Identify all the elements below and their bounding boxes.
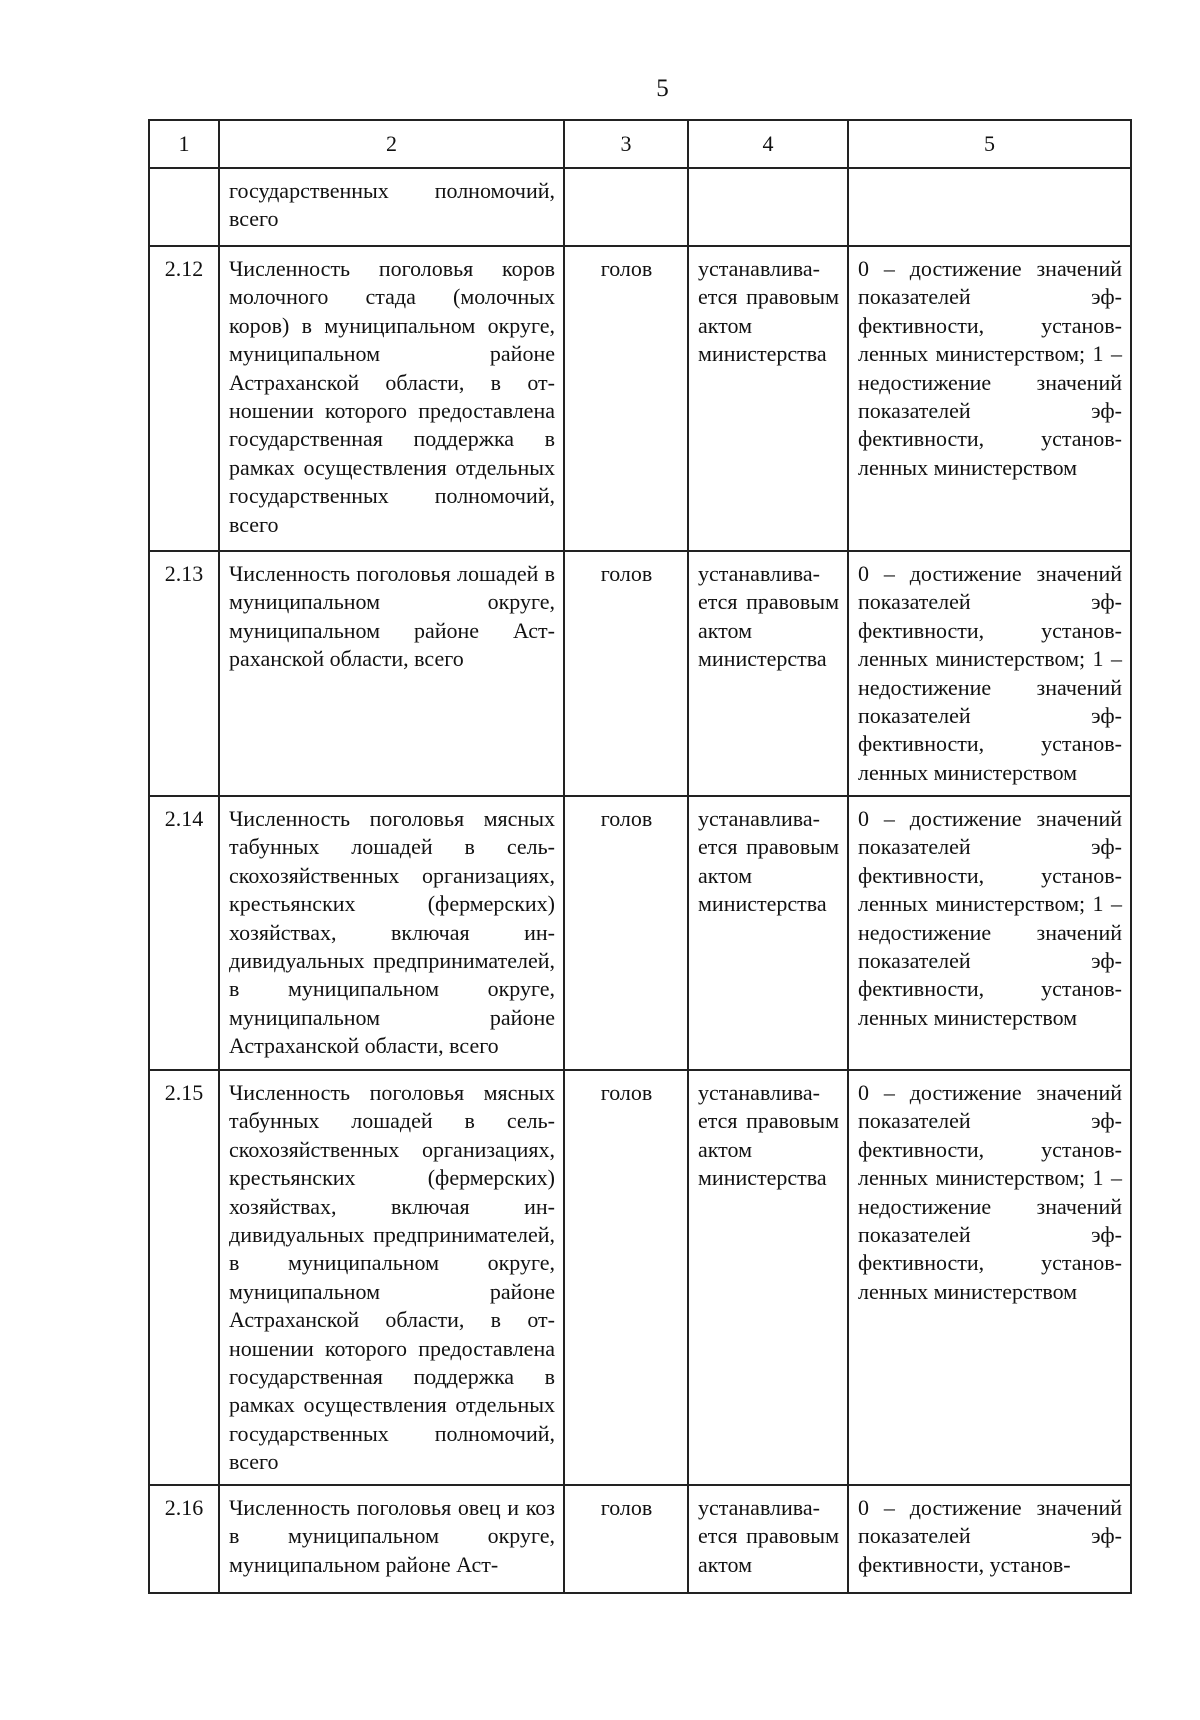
indicator-name: Численность поголовья мясных табунных лошадей в сельскохозяйственных организациях, крестьянских (фермерских) хозяйствах, включая индивидуальных предпринимателей, в муниципальном округе, муниципальном районе Астраханской области, всего [219, 796, 564, 1070]
evaluation-criteria: 0 – достижение значений показателей эффективности, установленных министерством; 1 – недостижение значений показателей эффективности, установленных министерством [848, 1070, 1131, 1485]
row-number: 2.16 [149, 1485, 219, 1593]
table-row [149, 1070, 1131, 1485]
indicators-table [148, 119, 1132, 1594]
column-header-1: 1 [149, 120, 219, 168]
evaluation-criteria: 0 – достижение значений показателей эффективности, установленных министерством; 1 – недостижение значений показателей эффективности, установленных министерством [848, 551, 1131, 796]
unit-of-measure: голов [564, 246, 688, 551]
table-row [149, 246, 1131, 551]
unit-of-measure [564, 168, 688, 246]
unit-of-measure: голов [564, 796, 688, 1070]
row-number: 2.14 [149, 796, 219, 1070]
column-header-2: 2 [219, 120, 564, 168]
unit-of-measure: голов [564, 551, 688, 796]
unit-of-measure: голов [564, 1070, 688, 1485]
table-header-row [149, 120, 1131, 168]
target-method: устанавливается правовым актом министерства [688, 246, 848, 551]
indicator-name: Численность поголовья мясных табунных лошадей в сельскохозяйственных организациях, крестьянских (фермерских) хозяйствах, включая индивидуальных предпринимателей, в муниципальном округе, муниципальном районе Астраханской области, в отношении которого предоставлена государственная поддержка в рамках осуществления отдельных государственных полномочий, всего [219, 1070, 564, 1485]
indicator-name: государственных полномочий, всего [219, 168, 564, 246]
evaluation-criteria: 0 – достижение значений показателей эффективности, установленных министерством; 1 – недостижение значений показателей эффективности, установленных министерством [848, 796, 1131, 1070]
evaluation-criteria: 0 – достижение значений показателей эффективности, установленных министерством; 1 – недостижение значений показателей эффективности, установленных министерством [848, 246, 1131, 551]
target-method: устанавливается правовым актом [688, 1485, 848, 1593]
table-row [149, 168, 1131, 246]
unit-of-measure: голов [564, 1485, 688, 1593]
indicator-name: Численность поголовья коров молочного стада (молочных коров) в муниципальном округе, муниципальном районе Астраханской области, в отношении которого предоставлена государственная поддержка в рамках осуществления отдельных государственных полномочий, всего [219, 246, 564, 551]
evaluation-criteria [848, 168, 1131, 246]
row-number: 2.12 [149, 246, 219, 551]
row-number [149, 168, 219, 246]
target-method [688, 168, 848, 246]
column-header-5: 5 [848, 120, 1131, 168]
evaluation-criteria: 0 – достижение значений показателей эффективности, установ- [848, 1485, 1131, 1593]
column-header-3: 3 [564, 120, 688, 168]
indicator-name: Численность поголовья лошадей в муниципальном округе, муниципальном районе Астраханской области, всего [219, 551, 564, 796]
target-method: устанавливается правовым актом министерства [688, 1070, 848, 1485]
indicator-name: Численность поголовья овец и коз в муниципальном округе, муниципальном районе Аст- [219, 1485, 564, 1593]
table-row [149, 796, 1131, 1070]
table-row [149, 1485, 1131, 1593]
column-header-4: 4 [688, 120, 848, 168]
row-number: 2.13 [149, 551, 219, 796]
table-row [149, 551, 1131, 796]
row-number: 2.15 [149, 1070, 219, 1485]
page-number: 5 [656, 75, 669, 102]
target-method: устанавливается правовым актом министерства [688, 796, 848, 1070]
target-method: устанавливается правовым актом министерства [688, 551, 848, 796]
